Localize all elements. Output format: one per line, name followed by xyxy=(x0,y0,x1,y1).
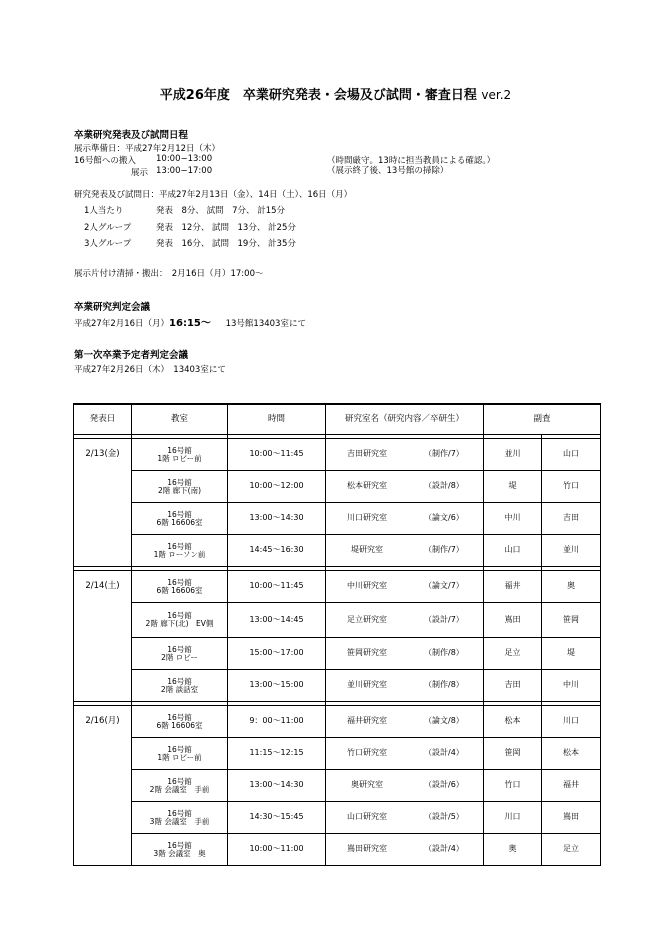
room-location: 3階 会議室 手前 xyxy=(149,816,210,826)
room-cell xyxy=(132,670,228,702)
lab-name: 嶌田研究室 xyxy=(347,844,387,854)
group-label: 1人当たり xyxy=(84,206,124,216)
table-row xyxy=(74,670,601,702)
lab-content: （制作/8） xyxy=(424,680,464,690)
sub-examiner-1: 奥 xyxy=(484,834,542,866)
sub-examiner-1: 川口 xyxy=(484,802,542,834)
sub-examiner-2: 足立 xyxy=(542,834,601,866)
lab-name: 川口研究室 xyxy=(347,513,387,523)
table-row xyxy=(74,471,601,503)
lab-cell xyxy=(326,706,484,738)
room-cell xyxy=(132,834,228,866)
room-cell xyxy=(132,471,228,503)
lab-name: 中川研究室 xyxy=(347,581,387,591)
room-cell xyxy=(132,638,228,670)
room-building: 16号館 xyxy=(167,808,192,818)
title-main: 平成26年度 卒業研究発表・会場及び試問・審査日程 xyxy=(159,88,477,103)
room-location: 2階 会議室 手前 xyxy=(149,784,210,794)
header-sub-examiner: 副査 xyxy=(484,404,601,435)
table-row xyxy=(74,770,601,802)
lab-name: 並川研究室 xyxy=(347,680,387,690)
presentation-date: 2/14(土) xyxy=(74,571,132,702)
lab-content: （論文/6） xyxy=(424,513,464,523)
first-judgment-date: 平成27年2月26日（木） 13403室にて xyxy=(74,365,226,375)
header-date: 発表日 xyxy=(74,404,132,435)
table-row xyxy=(74,571,601,603)
lab-name: 山口研究室 xyxy=(347,812,387,822)
section1-heading: 卒業研究発表及び試問日程 xyxy=(74,130,189,141)
section2-heading: 卒業研究判定会議 xyxy=(74,302,151,313)
lab-content: （制作/8） xyxy=(424,648,464,658)
sub-examiner-1: 中川 xyxy=(484,503,542,535)
lab-cell xyxy=(326,603,484,638)
room-cell xyxy=(132,706,228,738)
sub-examiner-2: 奥 xyxy=(542,571,601,603)
sub-examiner-2: 並川 xyxy=(542,535,601,567)
lab-cell xyxy=(326,571,484,603)
presentation-date: 2/13(金) xyxy=(74,439,132,567)
room-location: 6階 16606室 xyxy=(156,720,203,730)
lab-content: （設計/6） xyxy=(424,780,464,790)
group-label: 3人グループ xyxy=(84,239,132,249)
room-cell xyxy=(132,603,228,638)
room-location: 1階 ローソン前 xyxy=(153,549,206,559)
group-label: 2人グループ xyxy=(84,223,132,233)
presentation-dates: 研究発表及び試問日：平成27年2月13日（金）、14日（土）、16日（月） xyxy=(74,190,353,200)
room-location: 2階 廊下(北) EV側 xyxy=(145,619,214,628)
time-cell: 15:00〜17:00 xyxy=(228,638,326,670)
room-building: 16号館 xyxy=(167,840,192,850)
room-building: 16号館 xyxy=(167,509,192,519)
group-detail: 発表 16分、 試問 19分、 計35分 xyxy=(156,239,296,249)
room-location: 2階 談話室 xyxy=(160,684,199,694)
sub-examiner-1: 福井 xyxy=(484,571,542,603)
schedule-table xyxy=(73,403,601,866)
lab-content: （設計/8） xyxy=(424,481,464,491)
table-row xyxy=(74,706,601,738)
lab-content: （制作/7） xyxy=(424,545,464,555)
room-building: 16号館 xyxy=(167,644,192,654)
lab-content: （設計/4） xyxy=(424,844,464,854)
sub-examiner-2: 福井 xyxy=(542,770,601,802)
time-cell: 13:00〜15:00 xyxy=(228,670,326,702)
table-row xyxy=(74,738,601,770)
time-cell: 10:00〜11:00 xyxy=(228,834,326,866)
lab-content: （設計/5） xyxy=(424,812,464,822)
cleanup-schedule: 展示片付け清掃・搬出： 2月16日（月）17:00〜 xyxy=(74,269,264,279)
sub-examiner-2: 山口 xyxy=(542,439,601,471)
sub-examiner-2: 吉田 xyxy=(542,503,601,535)
sub-examiner-1: 堤 xyxy=(484,471,542,503)
sub-examiner-2: 川口 xyxy=(542,706,601,738)
lab-name: 福井研究室 xyxy=(347,716,387,726)
note-strict-time: （時間厳守。13時に担当教員による確認。） xyxy=(327,156,496,166)
judgment-time: 16:15〜 xyxy=(169,318,211,329)
lab-name: 堤研究室 xyxy=(351,545,383,555)
room-building: 16号館 xyxy=(167,445,192,455)
room-building: 16号館 xyxy=(167,676,192,686)
table-row xyxy=(74,439,601,471)
room-location: 3階 会議室 奥 xyxy=(153,848,206,858)
room-location: 2階 廊下(南) xyxy=(157,485,201,495)
lab-name: 奥研究室 xyxy=(351,780,383,790)
table-row xyxy=(74,535,601,567)
room-location: 1階 ロビー前 xyxy=(157,453,202,463)
note-cleaning: （展示終了後、13号館の掃除） xyxy=(327,166,449,176)
sub-examiner-1: 足立 xyxy=(484,638,542,670)
carry-in-label: 16号館への搬入 xyxy=(74,156,136,166)
lab-content: （論文/7） xyxy=(424,581,464,591)
table-row xyxy=(74,603,601,638)
room-location: 1階 ロビー前 xyxy=(157,752,202,762)
room-location: 6階 16606室 xyxy=(156,517,203,527)
judgment-date: 平成27年2月16日（月） xyxy=(74,319,170,329)
time-cell: 14:30〜15:45 xyxy=(228,802,326,834)
sub-examiner-2: 中川 xyxy=(542,670,601,702)
room-cell xyxy=(132,535,228,567)
room-building: 16号館 xyxy=(167,577,192,587)
lab-cell xyxy=(326,471,484,503)
time-cell: 13:00〜14:30 xyxy=(228,770,326,802)
sub-examiner-1: 吉田 xyxy=(484,670,542,702)
sub-examiner-1: 山口 xyxy=(484,535,542,567)
room-cell xyxy=(132,770,228,802)
judgment-meeting xyxy=(74,314,306,329)
lab-cell xyxy=(326,503,484,535)
table-row xyxy=(74,834,601,866)
lab-content: （設計/4） xyxy=(424,748,464,758)
time-cell: 13:00〜14:45 xyxy=(228,603,326,638)
lab-cell xyxy=(326,535,484,567)
room-cell xyxy=(132,738,228,770)
header-room: 教室 xyxy=(132,404,228,435)
room-cell xyxy=(132,571,228,603)
room-location: 6階 16606室 xyxy=(156,585,203,595)
lab-cell xyxy=(326,670,484,702)
page-title xyxy=(0,84,671,103)
table-header-row xyxy=(74,404,601,435)
lab-content: （制作/7） xyxy=(424,449,464,459)
sub-examiner-2: 松本 xyxy=(542,738,601,770)
section3-heading: 第一次卒業予定者判定会議 xyxy=(74,350,189,361)
lab-cell xyxy=(326,439,484,471)
display-time: 13:00−17:00 xyxy=(156,166,213,176)
room-building: 16号館 xyxy=(167,744,192,754)
room-cell xyxy=(132,802,228,834)
room-cell xyxy=(132,439,228,471)
lab-name: 吉田研究室 xyxy=(347,449,387,459)
lab-cell xyxy=(326,738,484,770)
table-row xyxy=(74,802,601,834)
time-cell: 13:00〜14:30 xyxy=(228,503,326,535)
room-building: 16号館 xyxy=(167,776,192,786)
sub-examiner-1: 嶌田 xyxy=(484,603,542,638)
display-label: 展示 xyxy=(131,168,149,178)
title-version: ver.2 xyxy=(481,88,512,102)
lab-cell xyxy=(326,834,484,866)
room-building: 16号館 xyxy=(167,477,192,487)
table-row xyxy=(74,503,601,535)
carry-in-time: 10:00−13:00 xyxy=(156,154,213,164)
table-row xyxy=(74,638,601,670)
sub-examiner-1: 竹口 xyxy=(484,770,542,802)
judgment-place: 13号館13403室にて xyxy=(225,319,306,329)
prep-date: 展示準備日：平成27年2月12日（木） xyxy=(74,144,221,154)
sub-examiner-2: 竹口 xyxy=(542,471,601,503)
group-detail: 発表 8分、 試問 7分、 計15分 xyxy=(156,206,286,216)
sub-examiner-1: 笹岡 xyxy=(484,738,542,770)
time-cell: 11:15〜12:15 xyxy=(228,738,326,770)
lab-content: （設計/7） xyxy=(424,614,464,624)
lab-name: 笹岡研究室 xyxy=(347,648,387,658)
time-cell: 10:00〜12:00 xyxy=(228,471,326,503)
lab-cell xyxy=(326,802,484,834)
group-detail: 発表 12分、 試問 13分、 計25分 xyxy=(156,223,296,233)
room-building: 16号館 xyxy=(167,712,192,722)
sub-examiner-1: 松本 xyxy=(484,706,542,738)
header-lab: 研究室名（研究内容／卒研生） xyxy=(326,404,484,435)
sub-examiner-2: 堤 xyxy=(542,638,601,670)
sub-examiner-2: 嶌田 xyxy=(542,802,601,834)
lab-name: 足立研究室 xyxy=(347,614,387,624)
sub-examiner-2: 笹岡 xyxy=(542,603,601,638)
header-time: 時間 xyxy=(228,404,326,435)
lab-name: 松本研究室 xyxy=(347,481,387,491)
time-cell: 9：00〜11:00 xyxy=(228,706,326,738)
room-cell xyxy=(132,503,228,535)
presentation-date: 2/16(月) xyxy=(74,706,132,866)
room-building: 16号館 xyxy=(167,541,192,551)
lab-name: 竹口研究室 xyxy=(347,748,387,758)
room-location: 2階 ロビー xyxy=(161,652,198,662)
lab-cell xyxy=(326,770,484,802)
time-cell: 14:45〜16:30 xyxy=(228,535,326,567)
room-building: 16号館 xyxy=(167,611,192,621)
time-cell: 10:00〜11:45 xyxy=(228,571,326,603)
lab-cell xyxy=(326,638,484,670)
sub-examiner-1: 並川 xyxy=(484,439,542,471)
time-cell: 10:00〜11:45 xyxy=(228,439,326,471)
lab-content: （論文/8） xyxy=(424,716,464,726)
